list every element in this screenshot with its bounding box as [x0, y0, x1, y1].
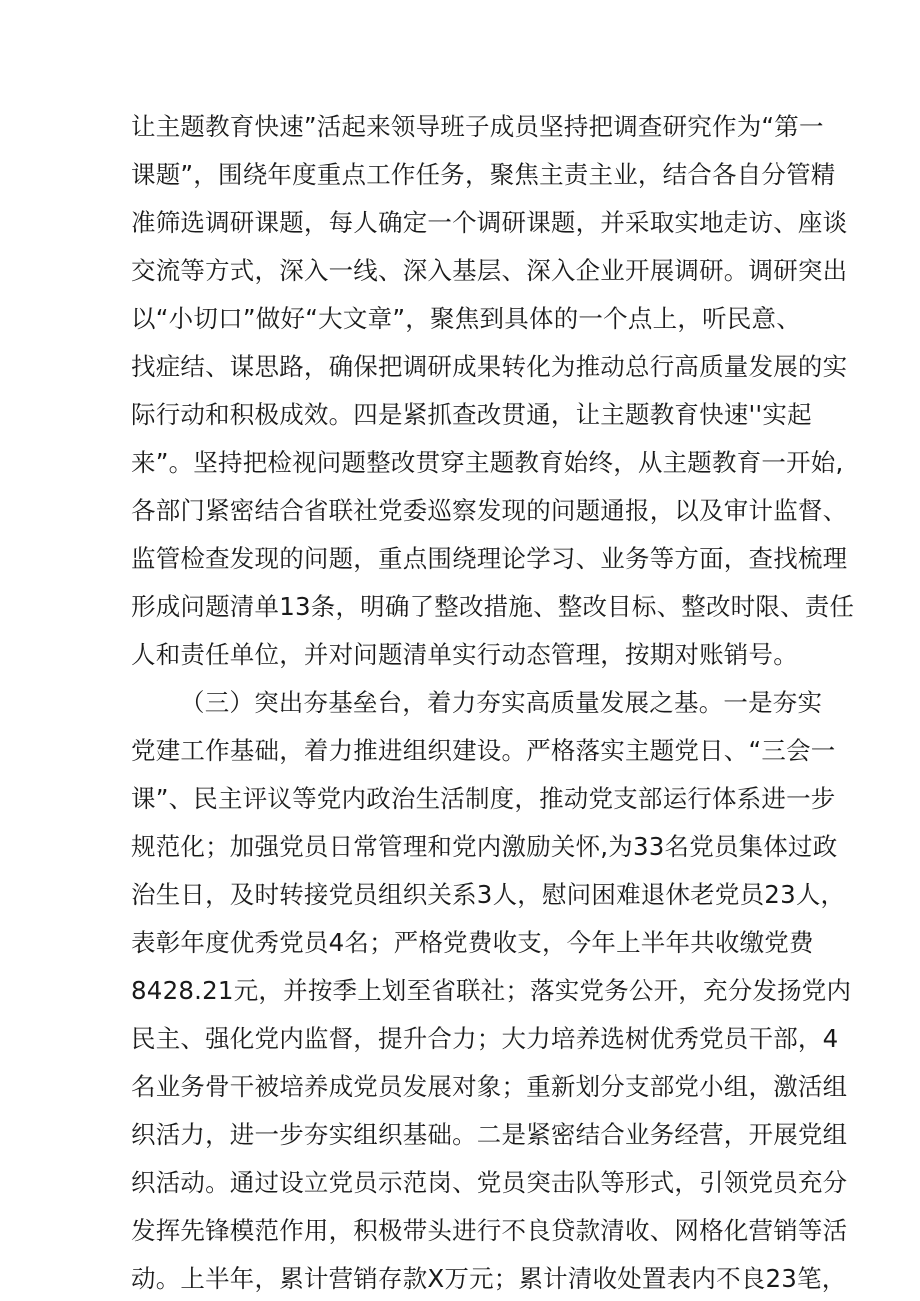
text-line: 让主题教育快速”活起来领导班子成员坚持把调查研究作为“第一 — [131, 112, 824, 141]
text-line: 治生日，及时转接党员组织关系3人，慰问困难退休老党员23人， — [131, 880, 846, 909]
text-line: 民主、强化党内监督，提升合力；大力培养选树优秀党员干部，4 — [131, 1024, 839, 1053]
text-line: 准筛选调研课题，每人确定一个调研课题，并采取实地走访、座谈 — [131, 208, 848, 237]
text-line: 找症结、谋思路，确保把调研成果转化为推动总行高质量发展的实 — [131, 352, 848, 381]
text-line: 交流等方式，深入一线、深入基层、深入企业开展调研。调研突出 — [131, 256, 848, 285]
text-line: 际行动和积极成效。四是紧抓查改贯通，让主题教育快速''实起 — [131, 400, 812, 429]
text-line: 各部门紧密结合省联社党委巡察发现的问题通报，以及审计监督、 — [131, 496, 848, 525]
text-line: 8428.21元，并按季上划至省联社；落实党务公开，充分发扬党内 — [131, 976, 852, 1005]
text-line: 织活动。通过设立党员示范岗、党员突击队等形式，引领党员充分 — [131, 1168, 848, 1197]
text-line: 监管检查发现的问题，重点围绕理论学习、业务等方面，查找梳理 — [131, 544, 848, 573]
section-heading-line: （三）突出夯基垒台，着力夯实高质量发展之基。一是夯实 — [180, 688, 823, 717]
text-line: 党建工作基础，着力推进组织建设。严格落实主题党日、“三会一 — [131, 736, 836, 765]
text-line: 规范化；加强党员日常管理和党内激励关怀,为33名党员集体过政 — [131, 832, 838, 861]
text-line: 名业务骨干被培养成党员发展对象；重新划分支部党小组，激活组 — [131, 1072, 848, 1101]
text-line: 课题”，围绕年度重点工作任务，聚焦主责主业，结合各自分管精 — [131, 160, 836, 189]
text-line: 来”。坚持把检视问题整改贯穿主题教育始终，从主题教育一开始, — [131, 448, 844, 477]
text-line: 动。上半年，累计营销存款X万元；累计清收处置表内不良23笔， — [131, 1264, 847, 1293]
text-line: 课”、民主评议等党内政治生活制度，推动党支部运行体系进一步 — [131, 784, 836, 813]
text-line: 织活力，进一步夯实组织基础。二是紧密结合业务经营，开展党组 — [131, 1120, 848, 1149]
text-line: 以“小切口”做好“大文章”，聚焦到具体的一个点上，听民意、 — [131, 304, 801, 333]
text-line: 发挥先锋模范作用，积极带头进行不良贷款清收、网格化营销等活 — [131, 1216, 848, 1245]
text-line: 形成问题清单13条，明确了整改措施、整改目标、整改时限、责任 — [131, 592, 855, 621]
text-line: 人和责任单位，并对问题清单实行动态管理，按期对账销号。 — [131, 640, 798, 669]
text-line: 表彰年度优秀党员4名；严格党费收支，今年上半年共收缴党费 — [131, 928, 814, 957]
